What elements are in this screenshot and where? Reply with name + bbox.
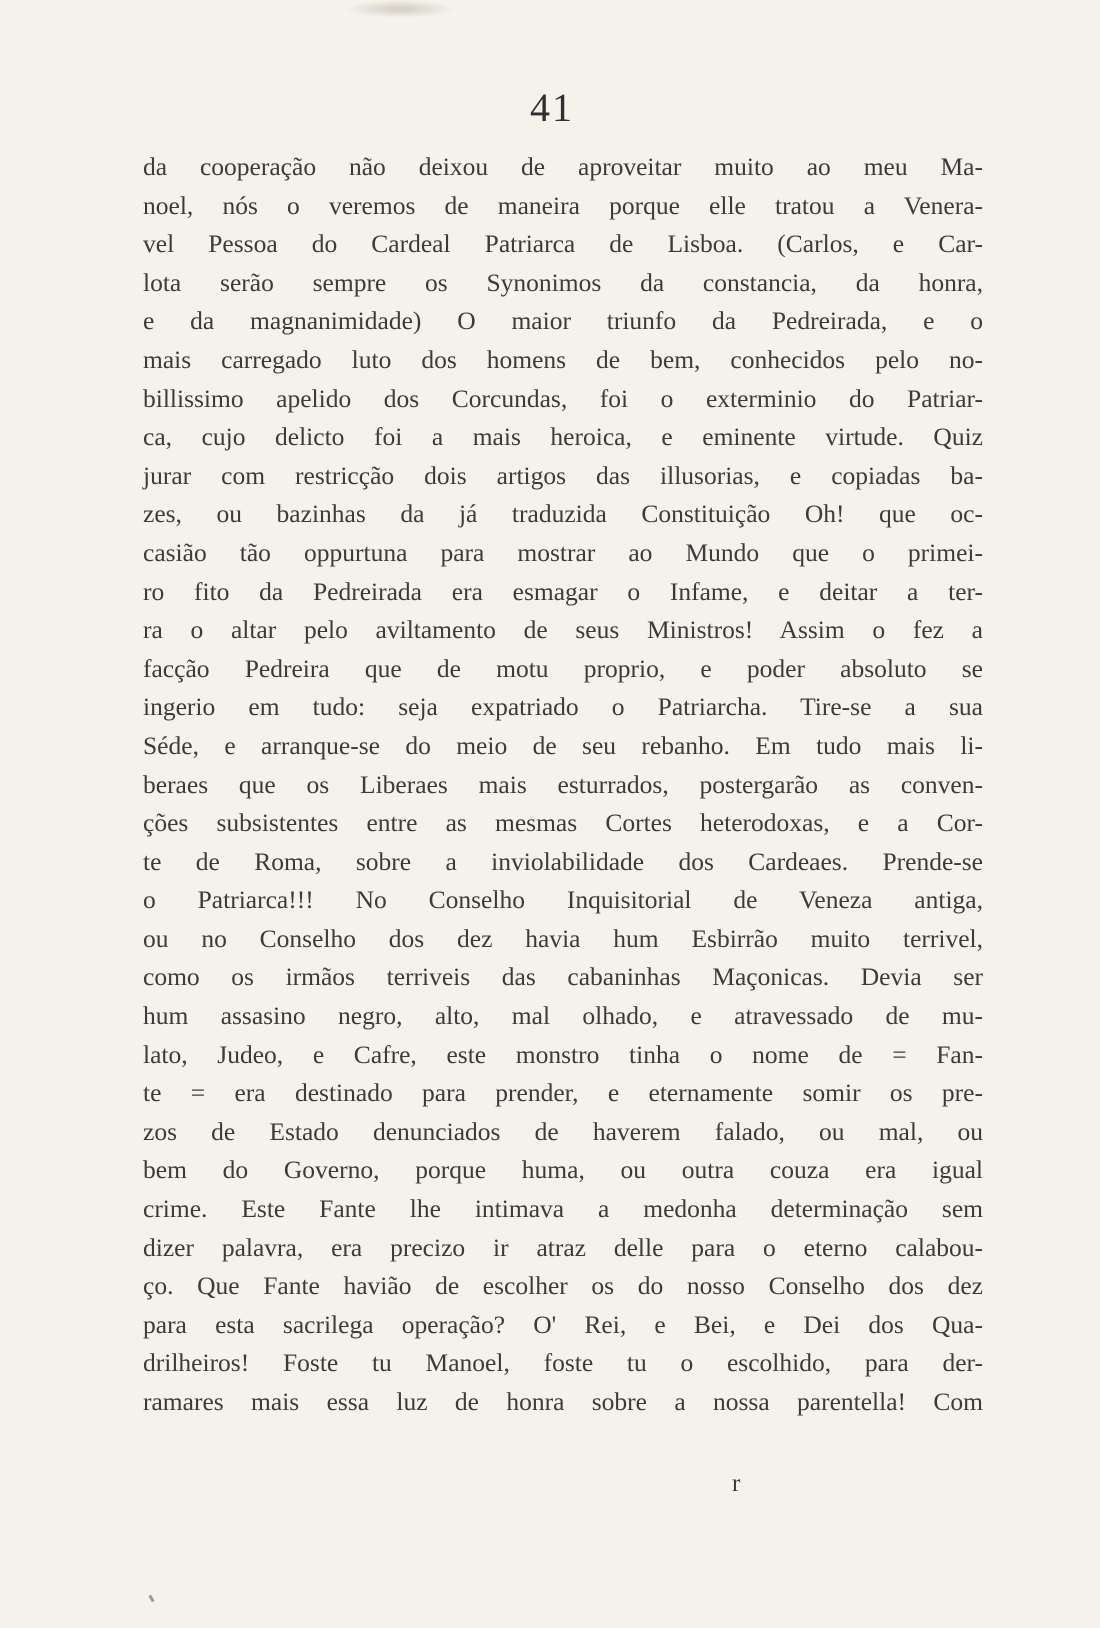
text-line: para esta sacrilega operação? O' Rei, e Bei, e Dei dos Qua- [143,1309,983,1339]
text-line: beraes que os Liberaes mais esturrados, postergarão as conven- [143,769,983,799]
text-line: te = era destinado para prender, e eternamente somir os pre- [143,1078,983,1108]
text-line: e da magnanimidade) O maior triunfo da Pedreirada, e o [143,306,983,336]
text-line: casião tão oppurtuna para mostrar ao Mundo que o primei- [143,537,983,567]
paper-speck [148,1595,154,1603]
text-line: da cooperação não deixou de aproveitar muito ao meu Ma- [143,152,983,181]
text-line: facção Pedreira que de motu proprio, e poder absoluto se [143,653,983,683]
page-number: 41 [530,85,574,130]
text-line: ca, cujo delicto foi a mais heroica, e eminente virtude. Quiz [143,422,983,452]
catchword: r [732,1470,741,1497]
text-line: drilheiros! Foste tu Manoel, foste tu o escolhido, para der- [143,1348,983,1378]
text-line: zos de Estado denunciados de haverem falado, ou mal, ou [143,1116,983,1146]
text-line: ou no Conselho dos dez havia hum Esbirrão muito terrivel, [143,923,983,953]
body-text [143,148,983,1422]
text-line: lato, Judeo, e Cafre, este monstro tinha o nome de = Fan- [143,1039,983,1069]
text-line: crime. Este Fante lhe intimava a medonha determinação sem [143,1194,983,1224]
text-line: ingerio em tudo: seja expatriado o Patriarcha. Tire-se a sua [143,692,983,722]
text-line: Séde, e arranque-se do meio de seu rebanho. Em tudo mais li- [143,730,983,760]
text-line: lota serão sempre os Synonimos da constancia, da honra, [143,267,983,297]
text-line: vel Pessoa do Cardeal Patriarca de Lisboa. (Carlos, e Car- [143,229,983,259]
text-line: mais carregado luto dos homens de bem, conhecidos pelo no- [143,344,983,374]
text-line: ções subsistentes entre as mesmas Cortes heterodoxas, e a Cor- [143,808,983,838]
text-line: ramares mais essa luz de honra sobre a nossa parentella! Com [143,1387,983,1416]
text-line: te de Roma, sobre a inviolabilidade dos Cardeaes. Prende-se [143,846,983,876]
text-line: ço. Que Fante havião de escolher os do nosso Conselho dos dez [143,1271,983,1301]
text-line: jurar com restricção dois artigos das illusorias, e copiadas ba- [143,460,983,490]
paper-smudge [345,0,455,18]
text-line: ro fito da Pedreirada era esmagar o Infame, e deitar a ter- [143,576,983,606]
text-line: dizer palavra, era precizo ir atraz delle para o eterno calabou- [143,1232,983,1262]
text-line: hum assasino negro, alto, mal olhado, e atravessado de mu- [143,1001,983,1031]
text-line: como os irmãos terriveis das cabaninhas Maçonicas. Devia ser [143,962,983,992]
text-line: noel, nós o veremos de maneira porque elle tratou a Venera- [143,190,983,220]
text-line: o Patriarca!!! No Conselho Inquisitorial de Veneza antiga, [143,885,983,915]
text-line: zes, ou bazinhas da já traduzida Constituição Oh! que oc- [143,499,983,529]
text-line: bem do Governo, porque huma, ou outra couza era igual [143,1155,983,1185]
text-line: ra o altar pelo aviltamento de seus Ministros! Assim o fez a [143,615,983,645]
text-line: billissimo apelido dos Corcundas, foi o exterminio do Patriar- [143,383,983,413]
